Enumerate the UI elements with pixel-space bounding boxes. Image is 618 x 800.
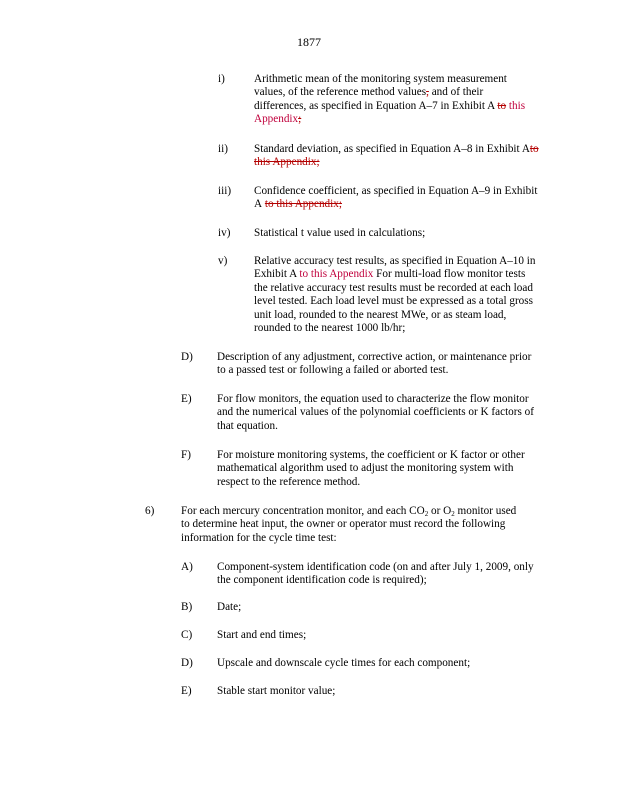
item-label-a: A) [181,561,193,573]
deleted-comma: , [426,86,429,99]
item-text-v: Relative accuracy test results, as specified in Equation A–10 in Exhibit A to this Appendix For multi-load flow monitor tests the relative accuracy test results must be recorded at each load level tested. Each load level must be expressed as a total gross unit load, rounded to the nearest MWe, or as steam load, rounded to the nearest 1000 lb/hr; [254,255,536,335]
inserted-text: to this Appendix [299,268,374,281]
subscript-2: 2 [424,510,429,518]
item-label-b: B) [181,601,193,613]
item-text-f: For moisture monitoring systems, the coefficient or K factor or other mathematical algorithm used to adjust the monitoring system with respect to the reference method. [217,449,525,488]
deleted-text: to this Appendix [254,143,539,169]
item-text-iii: Confidence coefficient, as specified in Equation A–9 in Exhibit A to this Appendix; [254,185,538,211]
page-number: 1877 [297,35,321,49]
item-text-b: Date; [217,601,242,613]
item-text-c: Start and end times; [217,629,307,641]
item-label-i: i) [218,73,225,85]
item-text-d2: Upscale and downscale cycle times for each component; [217,657,471,669]
section-6-text: For each mercury concentration monitor, and each $CO_2$ or $O_2$ monitor used to determine heat input, the owner or operator must record the following information for the cycle time test: [181,505,517,544]
item-text-a: Component-system identification code (on and after July 1, 2009, only the component identification code is required); [217,561,534,587]
item-text-e2: Stable start monitor value; [217,685,336,697]
item-label-f: F) [181,449,191,461]
item-label-c: C) [181,629,193,641]
inserted-text: this Appendix [254,99,526,126]
item-label-ii: ii) [218,143,228,155]
item-label-d2: D) [181,657,193,669]
item-text-i: Arithmetic mean of the monitoring system measurement values, of the reference method values, and of their differences, as specified in Equation A–7 in Exhibit A to this Appendix; [254,73,526,126]
deleted-text: to [497,99,507,112]
item-label-e: E) [181,393,192,405]
item-label-e2: E) [181,685,192,697]
item-label-iv: iv) [218,227,231,239]
item-label-d: D) [181,351,193,363]
section-6-label: 6) [145,505,155,517]
item-text-d: Description of any adjustment, corrective action, or maintenance prior to a passed test or following a failed or aborted test. [217,351,532,377]
item-label-iii: iii) [218,185,232,197]
subscript-2: 2 [451,510,455,518]
deleted-text: to this Appendix [264,198,339,211]
item-text-ii: Standard deviation, as specified in Equation A–8 in Exhibit Ato this Appendix; [254,143,539,169]
item-text-iv: Statistical t value used in calculations; [254,227,426,239]
item-text-e: For flow monitors, the equation used to characterize the flow monitor and the numerical values of the polynomial coefficients or K factors of that equation. [217,393,534,432]
item-label-v: v) [218,255,228,267]
deleted-semicolon: ; [298,113,302,126]
